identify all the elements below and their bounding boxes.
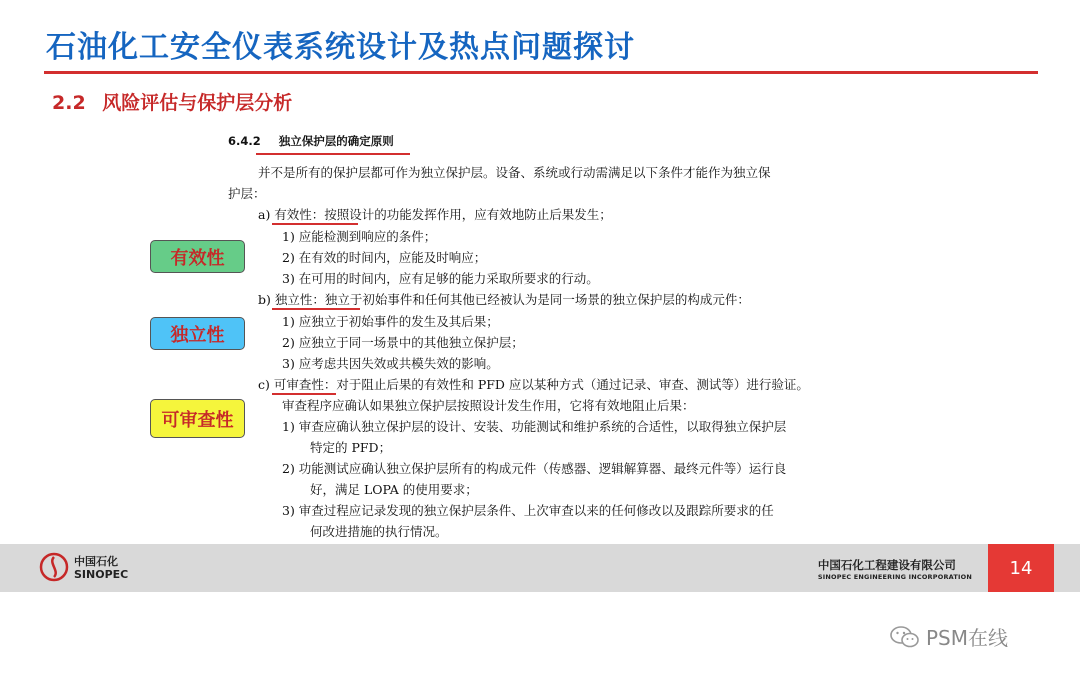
independence-underline bbox=[272, 308, 360, 310]
doc-line: b) 独立性：独立于初始事件和任何其他已经被认为是同一场景的独立保护层的构成元件： bbox=[258, 292, 750, 307]
doc-line: 3) 审查过程应记录发现的独立保护层条件、上次审查以来的任何修改以及跟踪所要求的任 bbox=[282, 503, 774, 518]
auditability-tag: 可审查性 bbox=[150, 399, 245, 438]
title-divider bbox=[44, 71, 1038, 74]
doc-line: 并不是所有的保护层都可作为独立保护层。设备、系统或行动需满足以下条件才能作为独立保 bbox=[258, 165, 771, 180]
clause-number: 6.4.2 bbox=[228, 134, 261, 148]
footer-company bbox=[818, 557, 972, 581]
watermark bbox=[890, 622, 1008, 651]
section-label: 风险评估与保护层分析 bbox=[102, 92, 293, 114]
logo-en: SINOPEC bbox=[74, 568, 129, 581]
doc-line: 2) 功能测试应确认独立保护层所有的构成元件（传感器、逻辑解算器、最终元件等）运行良 bbox=[282, 461, 787, 476]
auditability-underline bbox=[272, 393, 336, 395]
doc-line: 审查程序应确认如果独立保护层按照设计发生作用，它将有效地阻止后果： bbox=[282, 398, 695, 413]
clause-heading bbox=[228, 133, 394, 149]
section-number: 2.2 bbox=[52, 92, 86, 114]
doc-line: 2) 在有效的时间内，应能及时响应； bbox=[282, 250, 487, 265]
effectiveness-underline bbox=[272, 223, 358, 225]
watermark-text: PSM在线 bbox=[926, 626, 1009, 650]
doc-line: 好，满足 LOPA 的使用要求； bbox=[310, 482, 478, 497]
slide-title: 石油化工安全仪表系统设计及热点问题探讨 bbox=[46, 30, 635, 65]
doc-line: a) 有效性：按照设计的功能发挥作用，应有效地防止后果发生； bbox=[258, 207, 612, 222]
doc-line: 1) 应独立于初始事件的发生及其后果； bbox=[282, 314, 499, 329]
section-title bbox=[52, 88, 292, 115]
logo-cn: 中国石化 bbox=[74, 555, 118, 568]
company-cn: 中国石化工程建设有限公司 bbox=[817, 558, 956, 572]
doc-line: 3) 应考虑共因失效或共模失效的影响。 bbox=[282, 356, 499, 371]
doc-line: c) 可审查性：对于阻止后果的有效性和 PFD 应以某种方式（通过记录、审查、测试等）进行验证。 bbox=[258, 377, 809, 392]
wechat-icon bbox=[890, 625, 920, 649]
effectiveness-tag: 有效性 bbox=[150, 240, 245, 273]
company-en: SINOPEC ENGINEERING INCORPORATION bbox=[817, 573, 972, 581]
doc-line: 1) 应能检测到响应的条件； bbox=[282, 229, 437, 244]
footer-logo-text bbox=[74, 555, 128, 581]
doc-line: 2) 应独立于同一场景中的其他独立保护层； bbox=[282, 335, 524, 350]
doc-line: 特定的 PFD； bbox=[310, 440, 392, 455]
doc-line: 3) 在可用的时间内，应有足够的能力采取所要求的行动。 bbox=[282, 271, 599, 286]
clause-title: 独立保护层的确定原则 bbox=[278, 134, 394, 148]
doc-line: 何改进措施的执行情况。 bbox=[310, 524, 448, 539]
doc-line: 1) 审查应确认独立保护层的设计、安装、功能测试和维护系统的合适性，以取得独立保护层 bbox=[282, 419, 787, 434]
page-number: 14 bbox=[988, 544, 1054, 592]
independence-tag: 独立性 bbox=[150, 317, 245, 350]
heading-underline bbox=[256, 153, 410, 155]
sinopec-logo-icon bbox=[38, 551, 70, 583]
doc-line: 护层： bbox=[228, 186, 266, 201]
